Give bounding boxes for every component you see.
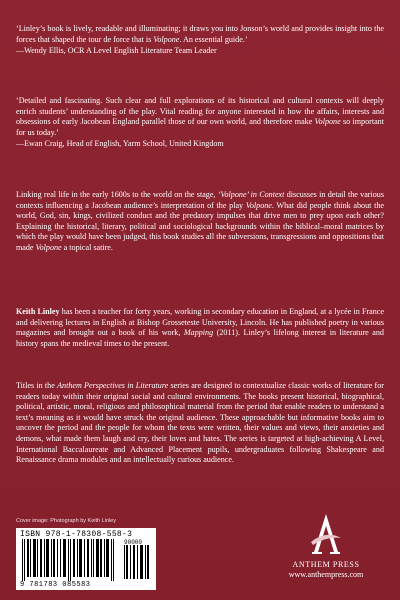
book-title: ‘Volpone’ in Context (217, 190, 285, 199)
author-name: Keith Linley (16, 307, 60, 316)
barcode-digits: 9 781783 085583 (20, 581, 91, 589)
quote-text: ‘Detailed and fascinating. Such clear and full explorations of its historical and cultural contexts will deeply enrich students’ understanding of the play. Vital reading for anyone interested in how the affairs, interests and obsessions of early Jacobean England parallel those of our own world, and therefore make Volpone so important for us today.’ (16, 96, 384, 137)
barcode-addon: 90000 (124, 539, 143, 546)
publisher-name: ANTHEM PRESS (292, 560, 360, 569)
cover-credit: Cover image: Photograph by Keith Linley (16, 518, 116, 524)
quote-attribution: —Ewan Craig, Head of English, Yarm School, United Kingdom (16, 139, 224, 149)
title-volpone: Volpone (153, 34, 180, 44)
title-volpone: Volpone (245, 200, 272, 210)
title-volpone: Volpone (35, 242, 62, 252)
quote-text: ‘Linley’s book is lively, readable and illuminating; it draws you into Jonson’s world and provides insight into the forces that shaped the tour de force that is Volpone. An essential guide.’ (16, 24, 384, 44)
quote-attribution: —Wendy Ellis, OCR A Level English Literature Team Leader (16, 46, 217, 56)
book-mapping: Mapping (183, 328, 214, 338)
publisher-logo (266, 512, 386, 594)
isbn-barcode (16, 528, 156, 590)
anthem-a-icon (309, 512, 343, 558)
book-description: Linking real life in the early 1600s to the world on the stage, ‘Volpone’ in Context discusses in detail the various contexts influencing a Jacobean audience’s interpretation of the play Volpone. What did people think about the world, God, sin, kings, civilized conduct and the predatory impulses that drive men to prey upon each other? Explaining the historical, literary, political and sociological backgrounds within the biblical–moral matrices by which the play would have been judged, this book studies all the subversions, transgressions and oppositions that made Volpone a topical satire. (16, 190, 384, 252)
review-quote-ellis (16, 24, 384, 57)
series-description: Titles in the Anthem Perspectives in Literature series are designed to contextualize classic works of literature for readers today within their original social and cultural environments. The books present historical, biographical, political, artistic, moral, religious and philosophical material from the period that enable readers to understand a text’s meaning as it would have struck the original audience. These approachable but informative books aim to uncover the period and the people for whom the texts were written, their values and views, their anxieties and demons, what made them laugh and cry, their loves and hates. The series is targeted at high-achieving A Level, International Baccalaureate and Advanced Placement pupils, undergraduates following Shakespeare and Renaissance drama modules and an intellectually curious audience. (16, 381, 384, 465)
author-bio: Keith Linley has been a teacher for forty years, working in secondary education in England, at a lycée in France and delivering lectures in English at Bishop Grosseteste University, Lincoln. He has published poetry in various magazines and brought out a book of his work, Mapping (2011). Linley’s lifelong interest in literature and history spans the medieval times to the present. (16, 307, 384, 348)
isbn-label: ISBN 978-1-78308-558-3 (20, 530, 133, 539)
publisher-url: www.anthempress.com (288, 570, 364, 579)
series-name: Anthem Perspectives in Literature (57, 381, 169, 390)
title-volpone: Volpone (314, 117, 341, 127)
review-quote-craig (16, 96, 384, 150)
